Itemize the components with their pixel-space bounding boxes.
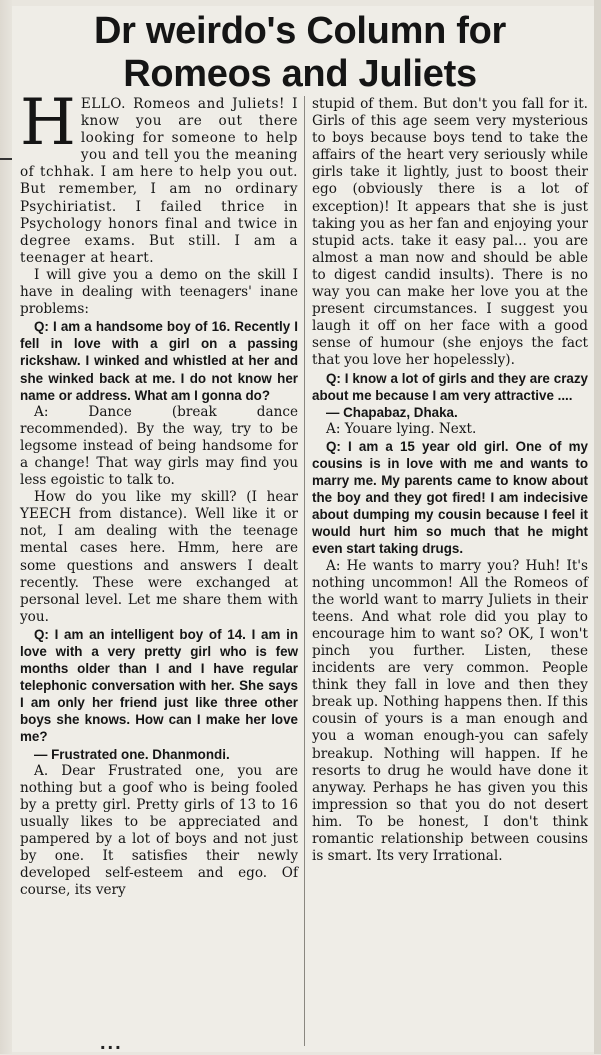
demo-paragraph: I will give you a demo on the skill I have in dealing with teenagers' inane problems: — [20, 266, 298, 318]
answer-1: A: Dance (break dance recommended). By the way, try to be legsome instead of being handsome for a change! That way girls may find you less egoistic to talk to. — [20, 403, 298, 489]
title-line-1: Dr weirdo's Column for — [93, 10, 506, 52]
signature-3: — Chapabaz, Dhaka. — [326, 404, 458, 420]
page-right-edge — [594, 0, 601, 1054]
question-4: Q: I am a 15 year old girl. One of my cousins is in love with me and wants to marry me. My parents came to know about the boy and they got fired! I am indecisive about dumping my cousin because I feel it would hurt him so much that he might even start taking drugs. — [312, 438, 588, 557]
title-line-2: Romeos and Juliets — [123, 53, 477, 95]
column-title — [20, 10, 580, 96]
signature-2: — Frustrated one. Dhanmondi. — [34, 746, 230, 762]
intro-paragraph — [20, 86, 298, 267]
cut-off-text-fragment: ... — [100, 1032, 123, 1054]
answer-2: A. Dear Frustrated one, you are nothing but a goof who is being fooled by a pretty girl. Pretty girls of 13 to 16 usually likes to be appreciated and pampered by a lot of boys and not just by one. It satisfies their newly developed self-esteem and ego. Of course, its very — [20, 762, 298, 899]
intro-text: ELLO. Romeos and Juliets! I know you are out there looking for someone to help you and tell you the meaning of tchhak. I am here to help you out. But remember, I am no ordinary Psychiriatist. I failed thrice in Psychology honors final and twice in degree exams. But still. I am a teenager at heart. — [20, 96, 298, 266]
answer-4: A: He wants to marry you? Huh! It's nothing uncommon! All the Romeos of the world want to marry Juliets in their teens. And what role did you play to encourage him to want so? OK, I won't pinch you further. Listen, these incidents are very common. People think they fall in love and then they break up. Nothing happens then. If this cousin of yours is a man enough and you a woman enough-you can safely breakup. Nothing will happen. If he resorts to drug he would have done it anyway. Perhaps he has given you this impression so that you do not desert him. To be honest, I don't think romantic relationship between cousins is smart. Its very Irrational. — [312, 557, 588, 865]
article-column-1 — [20, 86, 298, 899]
column-divider — [304, 96, 305, 1046]
answer-3: A: Youare lying. Next. — [326, 420, 477, 437]
margin-mark — [0, 158, 12, 160]
article-column-2 — [312, 96, 588, 865]
skill-paragraph: How do you like my skill? (I hear YEECH from distance). Well like it or not, I am dealing with the teenage mental cases here. Hmm, here are some questions and answers I dealt recently. These were exchanged at personal level. Let me share them with you. — [20, 489, 298, 625]
answer-2-continued: stupid of them. But don't you fall for it. Girls of this age seem very mysterious to boys because boys tend to take the affairs of the heart very seriously while girls take it lightly, just to boost their ego (obviously there is a lot of exception)! It appears that she is just taking you as her fan and enjoying your stupid acts. take it easy pal... you are almost a man now and should be able to digest candid insults). There is no way you can make her love you at the present circumstances. I suggest you laugh it off on her face with a good sense of humour (she enjoys the fact that you love her hopelessly). — [312, 96, 588, 369]
drop-cap: H — [20, 86, 76, 160]
question-1: Q: I am a handsome boy of 16. Recently I fell in love with a girl on a passing rickshaw. I winked and whistled at her and she winked back at me. I do not know her name or address. What am I gonna do? — [20, 319, 298, 403]
question-2: Q: I am an intelligent boy of 14. I am in love with a very pretty girl who is few months older than I and I have regular telephonic conversation with her. She says I am only her friend just like three other boys she knows. How can I make her love me? — [20, 626, 298, 745]
question-3: Q: I know a lot of girls and they are crazy about me because I am very attractive .... — [312, 370, 588, 403]
